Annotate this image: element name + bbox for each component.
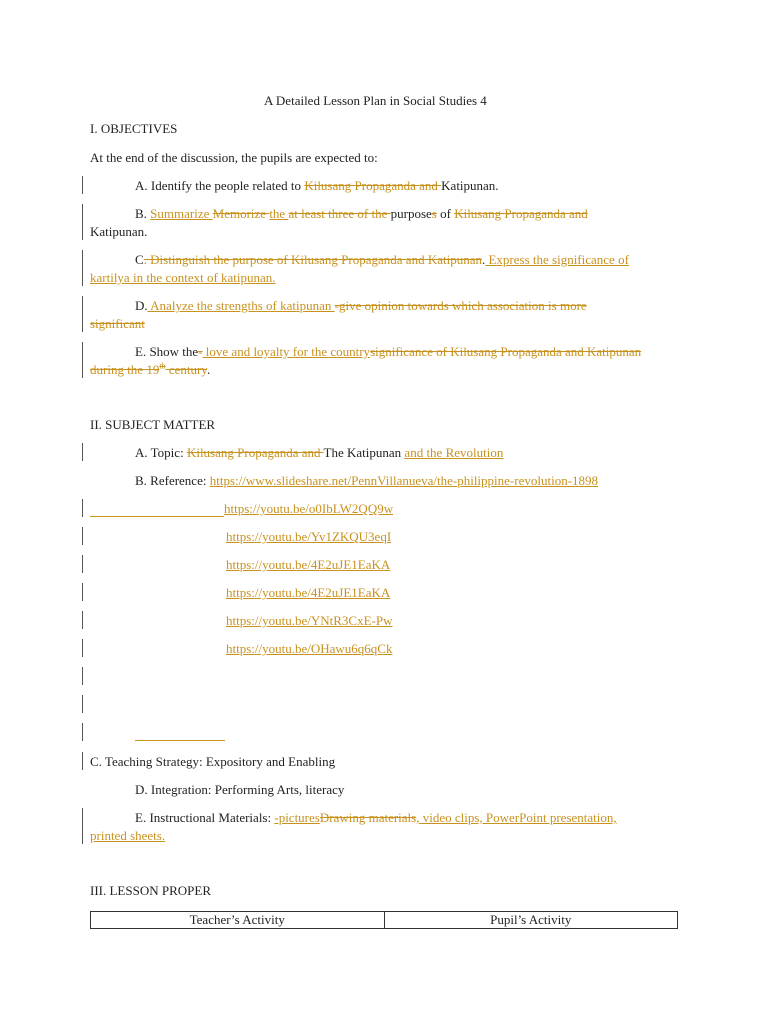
change-bar xyxy=(82,723,83,741)
integration: D. Integration: Performing Arts, literacy xyxy=(135,782,345,797)
deleted-text: s xyxy=(431,206,437,221)
objective-a: A. Identify the people related to Kilusang Propaganda and Katipunan. xyxy=(135,178,499,193)
reference-link[interactable]: https://www.slideshare.net/PennVillanueva/the-philippine-revolution-1898 xyxy=(209,473,599,488)
inserted-text: kartilya in the context of katipunan. xyxy=(90,270,276,285)
change-bar xyxy=(82,667,83,685)
change-bar xyxy=(82,555,83,573)
inserted-text: , video clips, PowerPoint presentation, xyxy=(416,810,617,825)
pupil-activity-header: Pupil’s Activity xyxy=(384,912,678,929)
objective-c: C. Distinguish the purpose of Kilusang Propaganda and Katipunan. Express the significance of xyxy=(135,252,629,267)
document-title: A Detailed Lesson Plan in Social Studies 4 xyxy=(264,93,487,108)
change-bar xyxy=(82,752,83,770)
subject-matter-heading: II. SUBJECT MATTER xyxy=(90,417,216,432)
deleted-text: Kilusang Propaganda and xyxy=(186,445,324,460)
change-bar xyxy=(82,296,83,332)
reference-link-row xyxy=(226,585,390,601)
inserted-text: printed sheets. xyxy=(90,828,166,843)
objective-c-line2 xyxy=(90,270,276,286)
deleted-text: . Distinguish the purpose of Kilusang Propaganda and Katipunan xyxy=(143,252,482,267)
change-bar xyxy=(82,342,83,378)
objective-e: E. Show the- love and loyalty for the countrysignificance of Kilusang Propaganda and Katipunan xyxy=(135,344,642,359)
inserted-text: Summarize xyxy=(150,206,213,221)
reference-link-row xyxy=(226,641,392,657)
reference-link[interactable]: https://youtu.be/OHawu6q6qCk xyxy=(226,641,393,656)
objective-d-line2 xyxy=(90,316,145,332)
change-bar xyxy=(82,443,83,461)
change-bar xyxy=(82,527,83,545)
change-bar xyxy=(82,583,83,601)
reference-link[interactable]: https://youtu.be/4E2uJE1EaKA xyxy=(226,585,391,600)
inserted-blank xyxy=(90,503,224,517)
reference-link-row xyxy=(90,501,393,517)
objective-b-line2: Katipunan. xyxy=(90,224,148,239)
objective-b: B. Summarize Memorize the at least three of the purposes of Kilusang Propaganda and xyxy=(135,206,588,221)
reference-link-row xyxy=(226,529,391,545)
change-bar xyxy=(82,204,83,240)
topic-line: A. Topic: Kilusang Propaganda and The Katipunan and the Revolution xyxy=(135,445,504,460)
inserted-blank xyxy=(135,727,225,741)
teaching-strategy: C. Teaching Strategy: Expository and Enabling xyxy=(90,754,336,769)
change-bar xyxy=(82,250,83,286)
change-bar xyxy=(82,176,83,194)
change-bar xyxy=(82,695,83,713)
reference-link-row xyxy=(226,613,392,629)
deleted-text: significant xyxy=(90,316,145,331)
deleted-text: -give opinion towards which association is more xyxy=(334,298,587,313)
objectives-heading: I. OBJECTIVES xyxy=(90,121,178,136)
change-bar xyxy=(82,808,83,844)
reference-link[interactable]: https://youtu.be/YNtR3CxE-Pw xyxy=(226,613,393,628)
inserted-text: the xyxy=(269,206,289,221)
deleted-text: Kilusang Propaganda and xyxy=(304,178,442,193)
inserted-text: -pictures xyxy=(274,810,320,825)
lesson-proper-heading: III. LESSON PROPER xyxy=(90,883,211,898)
reference-line: B. Reference: https://www.slideshare.net/PennVillanueva/the-philippine-revolution-1898 xyxy=(135,473,599,488)
instructional-materials: E. Instructional Materials: -picturesDrawing materials, video clips, PowerPoint presentation, xyxy=(135,810,617,825)
inserted-text: Express the significance of xyxy=(485,252,629,267)
instructional-materials-line2 xyxy=(90,828,165,844)
inserted-text: love and loyalty for the country xyxy=(202,344,371,359)
deleted-text: during the 19 xyxy=(90,362,160,377)
reference-link-row xyxy=(226,557,390,573)
activity-table xyxy=(90,911,678,929)
reference-link[interactable]: https://youtu.be/o0IbLW2QQ9w xyxy=(224,501,394,516)
inserted-text: Analyze the strengths of katipunan xyxy=(147,298,335,313)
objective-d: D. Analyze the strengths of katipunan -give opinion towards which association is more xyxy=(135,298,587,313)
change-bar xyxy=(82,611,83,629)
teacher-activity-header: Teacher’s Activity xyxy=(91,912,385,929)
deleted-text: Kilusang Propaganda and xyxy=(454,206,588,221)
objective-e-line2: during the 19th century. xyxy=(90,361,211,377)
deleted-superscript: th xyxy=(159,361,166,371)
inserted-text: and the Revolution xyxy=(404,445,504,460)
deleted-text: Memorize xyxy=(212,206,270,221)
deleted-text: Drawing materials xyxy=(319,810,417,825)
deleted-text: century xyxy=(165,362,207,377)
deleted-text: at least three of the xyxy=(288,206,391,221)
deleted-text: significance of Kilusang Propaganda and Katipunan xyxy=(370,344,642,359)
change-bar xyxy=(82,639,83,657)
objectives-intro: At the end of the discussion, the pupils are expected to: xyxy=(90,150,378,165)
reference-link[interactable]: https://youtu.be/Yv1ZKQU3eqI xyxy=(226,529,392,544)
reference-link[interactable]: https://youtu.be/4E2uJE1EaKA xyxy=(226,557,391,572)
inserted-blank-row xyxy=(135,725,225,741)
change-bar xyxy=(82,499,83,517)
table-header-row xyxy=(91,912,678,929)
deleted-text: - xyxy=(198,344,203,359)
